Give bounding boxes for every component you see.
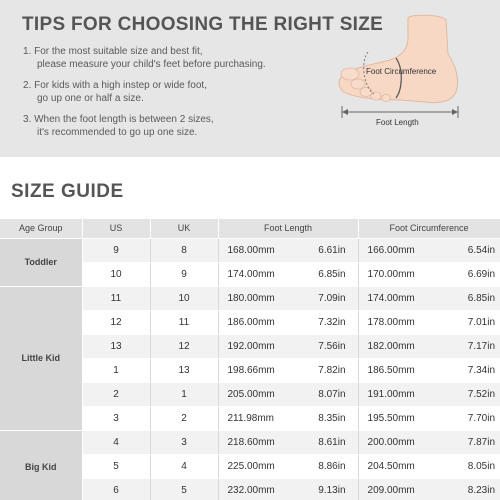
foot-circ-mm-cell: 204.50mm [358, 455, 430, 479]
table-row [0, 431, 500, 455]
foot-length-mm-cell: 192.00mm [218, 334, 288, 358]
tips-list [23, 46, 323, 148]
foot-length-in-cell: 8.35in [288, 407, 358, 431]
foot-circ-mm-cell: 186.50mm [358, 358, 430, 382]
table-header-row [0, 219, 500, 238]
us-size-cell: 10 [82, 262, 150, 286]
foot-circ-mm-cell: 200.00mm [358, 431, 430, 455]
tip-line: 2. For kids with a high instep or wide foot, [23, 80, 207, 91]
foot-circ-in-cell: 6.85in [430, 286, 500, 310]
tip-item [23, 114, 323, 139]
foot-circ-in-cell: 6.69in [430, 262, 500, 286]
foot-length-in-cell: 7.82in [288, 358, 358, 382]
foot-circ-mm-cell: 191.00mm [358, 383, 430, 407]
foot-length-in-cell: 7.32in [288, 310, 358, 334]
foot-circ-mm-cell: 166.00mm [358, 238, 430, 262]
foot-length-in-cell: 7.56in [288, 334, 358, 358]
foot-length-in-cell: 8.07in [288, 383, 358, 407]
us-size-cell: 1 [82, 358, 150, 382]
foot-circ-in-cell: 6.54in [430, 238, 500, 262]
foot-length-in-cell: 9.13in [288, 479, 358, 500]
uk-size-cell: 4 [150, 455, 218, 479]
table-row [0, 286, 500, 310]
foot-circ-in-cell: 7.87in [430, 431, 500, 455]
tip-line: 1. For the most suitable size and best fit, [23, 46, 203, 57]
foot-circ-in-cell: 8.23in [430, 479, 500, 500]
foot-circ-in-cell: 7.52in [430, 383, 500, 407]
foot-circ-mm-cell: 174.00mm [358, 286, 430, 310]
foot-length-mm-cell: 211.98mm [218, 407, 288, 431]
tips-title: TIPS FOR CHOOSING THE RIGHT SIZE [22, 14, 384, 35]
foot-circ-mm-cell: 195.50mm [358, 407, 430, 431]
foot-circ-in-cell: 7.01in [430, 310, 500, 334]
us-size-cell: 13 [82, 334, 150, 358]
foot-length-mm-cell: 168.00mm [218, 238, 288, 262]
foot-circ-mm-cell: 182.00mm [358, 334, 430, 358]
uk-size-cell: 13 [150, 358, 218, 382]
uk-size-cell: 1 [150, 383, 218, 407]
tip-line: it's recommended to go up one size. [37, 126, 198, 138]
foot-circ-in-cell: 7.34in [430, 358, 500, 382]
uk-size-cell: 3 [150, 431, 218, 455]
age-group-cell: Big Kid [0, 431, 82, 500]
foot-circumference-label: Foot Circumference [366, 67, 437, 76]
foot-circ-mm-cell: 178.00mm [358, 310, 430, 334]
foot-circ-in-cell: 7.70in [430, 407, 500, 431]
foot-length-mm-cell: 186.00mm [218, 310, 288, 334]
foot-length-mm-cell: 205.00mm [218, 383, 288, 407]
foot-length-label: Foot Length [376, 118, 419, 127]
foot-circ-mm-cell: 209.00mm [358, 479, 430, 500]
uk-size-cell: 9 [150, 262, 218, 286]
us-size-cell: 11 [82, 286, 150, 310]
us-size-cell: 2 [82, 383, 150, 407]
uk-size-cell: 2 [150, 407, 218, 431]
tip-line: 3. When the foot length is between 2 sizes, [23, 114, 214, 125]
header-uk: UK [150, 219, 218, 238]
foot-length-mm-cell: 232.00mm [218, 479, 288, 500]
size-table [0, 219, 500, 500]
us-size-cell: 4 [82, 431, 150, 455]
uk-size-cell: 8 [150, 238, 218, 262]
header-age-group: Age Group [0, 219, 82, 238]
uk-size-cell: 5 [150, 479, 218, 500]
foot-length-in-cell: 7.09in [288, 286, 358, 310]
foot-length-in-cell: 6.85in [288, 262, 358, 286]
foot-length-mm-cell: 180.00mm [218, 286, 288, 310]
foot-length-in-cell: 6.61in [288, 238, 358, 262]
age-group-cell: Little Kid [0, 286, 82, 431]
age-group-cell: Toddler [0, 238, 82, 286]
tip-item [23, 80, 323, 105]
header-us: US [82, 219, 150, 238]
foot-length-mm-cell: 218.60mm [218, 431, 288, 455]
us-size-cell: 5 [82, 455, 150, 479]
uk-size-cell: 11 [150, 310, 218, 334]
foot-circ-in-cell: 7.17in [430, 334, 500, 358]
header-foot-circumference: Foot Circumference [358, 219, 500, 238]
us-size-cell: 3 [82, 407, 150, 431]
us-size-cell: 9 [82, 238, 150, 262]
tip-line: please measure your child's feet before purchasing. [37, 58, 266, 70]
foot-length-in-cell: 8.86in [288, 455, 358, 479]
us-size-cell: 6 [82, 479, 150, 500]
foot-circ-mm-cell: 170.00mm [358, 262, 430, 286]
foot-length-mm-cell: 198.66mm [218, 358, 288, 382]
foot-circ-in-cell: 8.05in [430, 455, 500, 479]
tip-line: go up one or half a size. [37, 92, 144, 104]
foot-length-mm-cell: 174.00mm [218, 262, 288, 286]
uk-size-cell: 10 [150, 286, 218, 310]
tips-section [0, 0, 500, 157]
us-size-cell: 12 [82, 310, 150, 334]
foot-length-in-cell: 8.61in [288, 431, 358, 455]
foot-measurement-diagram [330, 14, 480, 138]
size-guide-title: SIZE GUIDE [11, 181, 124, 202]
header-foot-length: Foot Length [218, 219, 358, 238]
foot-length-mm-cell: 225.00mm [218, 455, 288, 479]
table-row [0, 238, 500, 262]
uk-size-cell: 12 [150, 334, 218, 358]
tip-item [23, 46, 323, 71]
